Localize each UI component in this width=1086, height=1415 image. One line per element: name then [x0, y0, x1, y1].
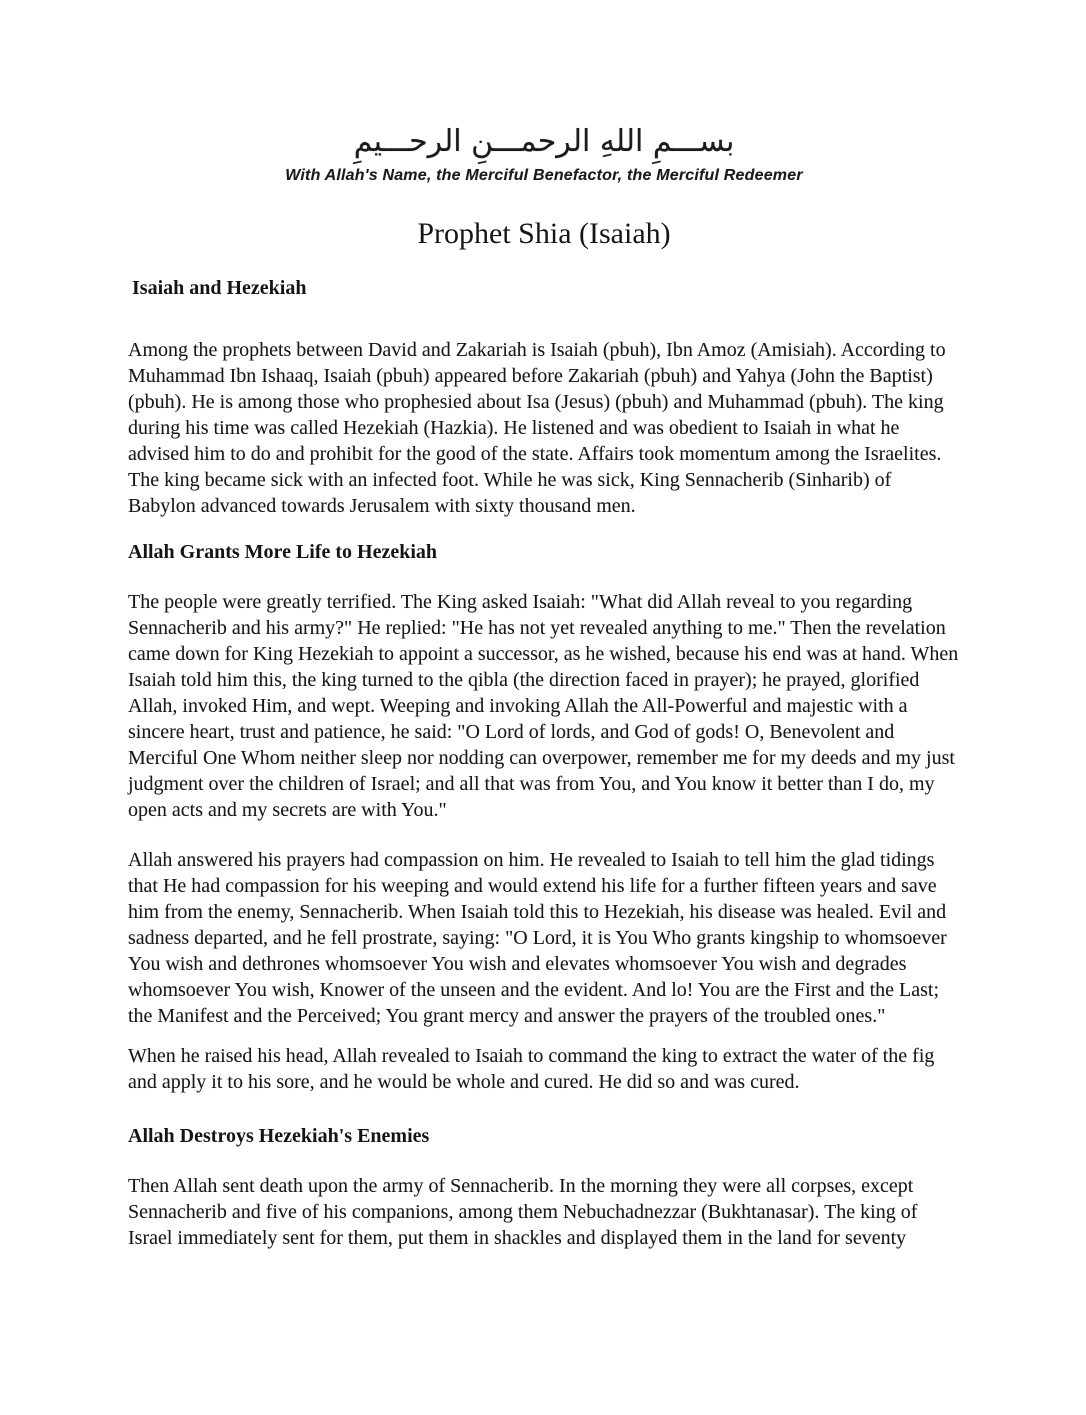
section-heading-isaiah-and-hezekiah: Isaiah and Hezekiah — [132, 277, 307, 299]
paragraph: Then Allah sent death upon the army of Sennacherib. In the morning they were all corpses, except Sennacherib and five of his companions, among them Nebuchadnezzar (Bukhtanasar). The king of Israel immediately sent for them, put them in shackles and displayed them in the land for seventy — [128, 1175, 918, 1249]
paragraph: The people were greatly terrified. The King asked Isaiah: "What did Allah reveal to you regarding Sennacherib and his army?" He replied: "He has not yet revealed anything to me." Then the revelation came down for King Hezekiah to appoint a successor, as he wished, because his end was at hand. When Isaiah told him this, the king turned to the qibla (the direction faced in prayer); he prayed, glorified Allah, invoked Him, and wept. Weeping and invoking Allah the All-Powerful and majestic with a sincere heart, trust and patience, he said: "O Lord of lords, and God of gods! O, Benevolent and Merciful One Whom neither sleep nor nodding can overpower, remember me for my deeds and my just judgment over the children of Israel; and all that was from You, and You know it better than I do, my open acts and my secrets are with You." — [128, 591, 959, 821]
bismillah-translation: With Allah's Name, the Merciful Benefactor, the Merciful Redeemer — [285, 167, 803, 184]
paragraph: Allah answered his prayers had compassion on him. He revealed to Isaiah to tell him the glad tidings that He had compassion for his weeping and would extend his life for a further fifteen years and save him from the enemy, Sennacherib. When Isaiah told this to Hezekiah, his disease was healed. Evil and sadness departed, and he fell prostrate, saying: "O Lord, it is You Who grants kingship to whomsoever You wish and dethrones whomsoever You wish and elevates whomsoever You wish and degrades whomsoever You wish, Knower of the unseen and the evident. And lo! You are the First and the Last; the Manifest and the Perceived; You grant mercy and answer the prayers of the troubled ones." — [128, 849, 947, 1027]
paragraph: When he raised his head, Allah revealed to Isaiah to command the king to extract the water of the fig and apply it to his sore, and he would be whole and cured. He did so and was cured. — [128, 1045, 935, 1093]
page-title: Prophet Shia (Isaiah) — [417, 217, 671, 250]
paragraph: Among the prophets between David and Zakariah is Isaiah (pbuh), Ibn Amoz (Amisiah). According to Muhammad Ibn Ishaaq, Isaiah (pbuh) appeared before Zakariah (pbuh) and Yahya (John the Baptist) (pbuh). He is among those who prophesied about Isa (Jesus) (pbuh) and Muhammad (pbuh). The king during his time was called Hezekiah (Hazkia). He listened and was obedient to Isaiah in what he advised him to do and prohibit for the good of the state. Affairs took momentum among the Israelites. The king became sick with an infected foot. While he was sick, King Sennacherib (Sinharib) of Babylon advanced towards Jerusalem with sixty thousand men. — [128, 339, 946, 517]
section-heading-allah-destroys-enemies: Allah Destroys Hezekiah's Enemies — [128, 1125, 430, 1147]
bismillah-calligraphy: بســـمِ اللهِ الرحمـــنِ الرحـــيمِ — [353, 124, 735, 159]
section-heading-allah-grants-more-life: Allah Grants More Life to Hezekiah — [128, 541, 438, 563]
